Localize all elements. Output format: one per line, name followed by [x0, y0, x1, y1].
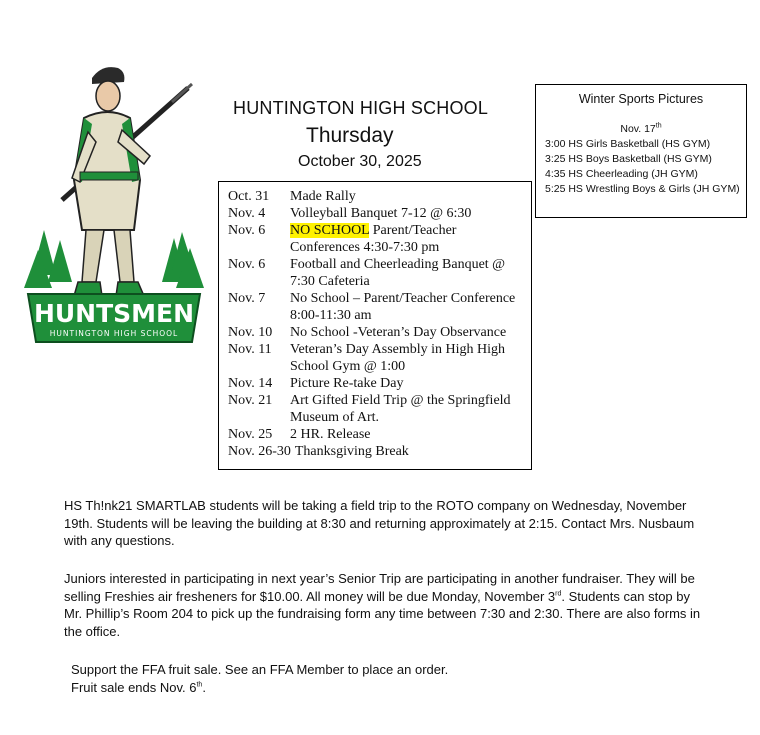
calendar-row: [228, 426, 527, 443]
calendar-event: [290, 222, 527, 256]
calendar-row: [228, 375, 527, 392]
calendar-event-text: Parent/Teacher Conferences 4:30-7:30 pm: [290, 223, 457, 255]
ffa-line-2-text: Fruit sale ends Nov. 6: [71, 679, 197, 695]
logo-wordmark: HUNTSMEN: [33, 299, 195, 328]
calendar-date: Nov. 6: [228, 223, 266, 238]
no-school-highlight: NO SCHOOL: [290, 223, 370, 238]
calendar-event: Picture Re-take Day: [290, 376, 404, 391]
calendar-row: [228, 188, 527, 205]
winter-pictures-date: [536, 123, 746, 135]
senior-trip-announcement: [64, 570, 704, 640]
calendar-row: [228, 290, 527, 324]
calendar-date: Oct. 31: [228, 189, 270, 204]
calendar-date: Nov. 7: [228, 291, 266, 306]
day-of-week: Thursday: [306, 124, 394, 147]
huntsmen-logo: [22, 60, 206, 350]
announcement-date: October 30, 2025: [298, 153, 422, 170]
ffa-line-2-end: .: [202, 679, 206, 695]
calendar-row: [228, 392, 527, 426]
logo-subtitle: HUNTINGTON HIGH SCHOOL: [49, 329, 179, 338]
list-item: 5:25 HS Wrestling Boys & Girls (JH GYM): [545, 183, 740, 195]
smartlab-text: HS Th!nk21 SMARTLAB students will be taking a field trip to the ROTO company on Wednesday, November 19th. Students will be leaving the building at 8:30 and returning approximately at 2:15. Contact Mrs. Nusbaum with any questions.: [64, 498, 695, 548]
winter-pictures-date-text: Nov. 17: [620, 123, 656, 135]
calendar-event: No School -Veteran’s Day Observance: [290, 325, 507, 340]
winter-pictures-box: [535, 84, 747, 218]
calendar-date: Nov. 4: [228, 206, 266, 221]
calendar-row: [228, 205, 527, 222]
list-item: 3:25 HS Boys Basketball (HS GYM): [545, 153, 712, 165]
calendar-row: [228, 341, 527, 375]
calendar-event: Football and Cheerleading Banquet @ 7:30 Cafeteria: [290, 257, 506, 289]
ffa-announcement: [71, 661, 711, 696]
calendar-date: Nov. 6: [228, 257, 266, 272]
calendar-date: Nov. 26-30: [228, 444, 291, 459]
list-item: 3:00 HS Girls Basketball (HS GYM): [545, 138, 711, 150]
calendar-event: Thanksgiving Break: [294, 444, 409, 459]
winter-pictures-title: Winter Sports Pictures: [578, 92, 704, 106]
calendar-date: Nov. 10: [228, 325, 273, 340]
calendar-date: Nov. 25: [228, 427, 273, 442]
smartlab-announcement: [64, 497, 704, 550]
senior-trip-text-part2: . Students can stop by Mr. Phillip’s Room 204 to pick up the fundraising form any time between 7:30 and 2:30. There are also forms in the office.: [64, 588, 701, 639]
ffa-line-2: [71, 679, 711, 697]
huntsman-mascot-icon: [22, 60, 206, 350]
senior-trip-text: [64, 570, 704, 640]
winter-pictures-list: [545, 137, 740, 197]
calendar-event: Art Gifted Field Trip @ the Springfield Museum of Art.: [290, 393, 511, 425]
calendar-event: Made Rally: [290, 189, 356, 204]
ffa-line-1: Support the FFA fruit sale. See an FFA Member to place an order.: [71, 662, 449, 677]
list-item: 4:35 HS Cheerleading (JH GYM): [545, 168, 698, 180]
ffa-date-suffix: th: [196, 681, 203, 689]
senior-trip-text-part1: Juniors interested in participating in next year’s Senior Trip are participating in another fundraiser. They will be selling Freshies air fresheners for $10.00. All money will be due Monday, November 3: [64, 571, 695, 604]
calendar-box: [218, 181, 532, 470]
calendar-date: Nov. 14: [228, 376, 273, 391]
calendar-date: Nov. 21: [228, 393, 273, 408]
calendar-event: 2 HR. Release: [290, 427, 371, 442]
senior-trip-date-suffix: rd: [555, 590, 562, 598]
calendar-row: [228, 256, 527, 290]
calendar-event: No School – Parent/Teacher Conference 8:00-11:30 am: [290, 291, 516, 323]
calendar-row: [228, 443, 527, 460]
calendar-event: Volleyball Banquet 7-12 @ 6:30: [290, 206, 472, 221]
calendar-row: [228, 324, 527, 341]
calendar-event: Veteran’s Day Assembly in High High School Gym @ 1:00: [290, 342, 506, 374]
calendar-list: [228, 188, 527, 460]
calendar-date: Nov. 11: [228, 342, 272, 357]
calendar-row: [228, 222, 527, 256]
school-name: HUNTINGTON HIGH SCHOOL: [233, 98, 489, 118]
winter-pictures-date-suffix: th: [655, 122, 662, 130]
